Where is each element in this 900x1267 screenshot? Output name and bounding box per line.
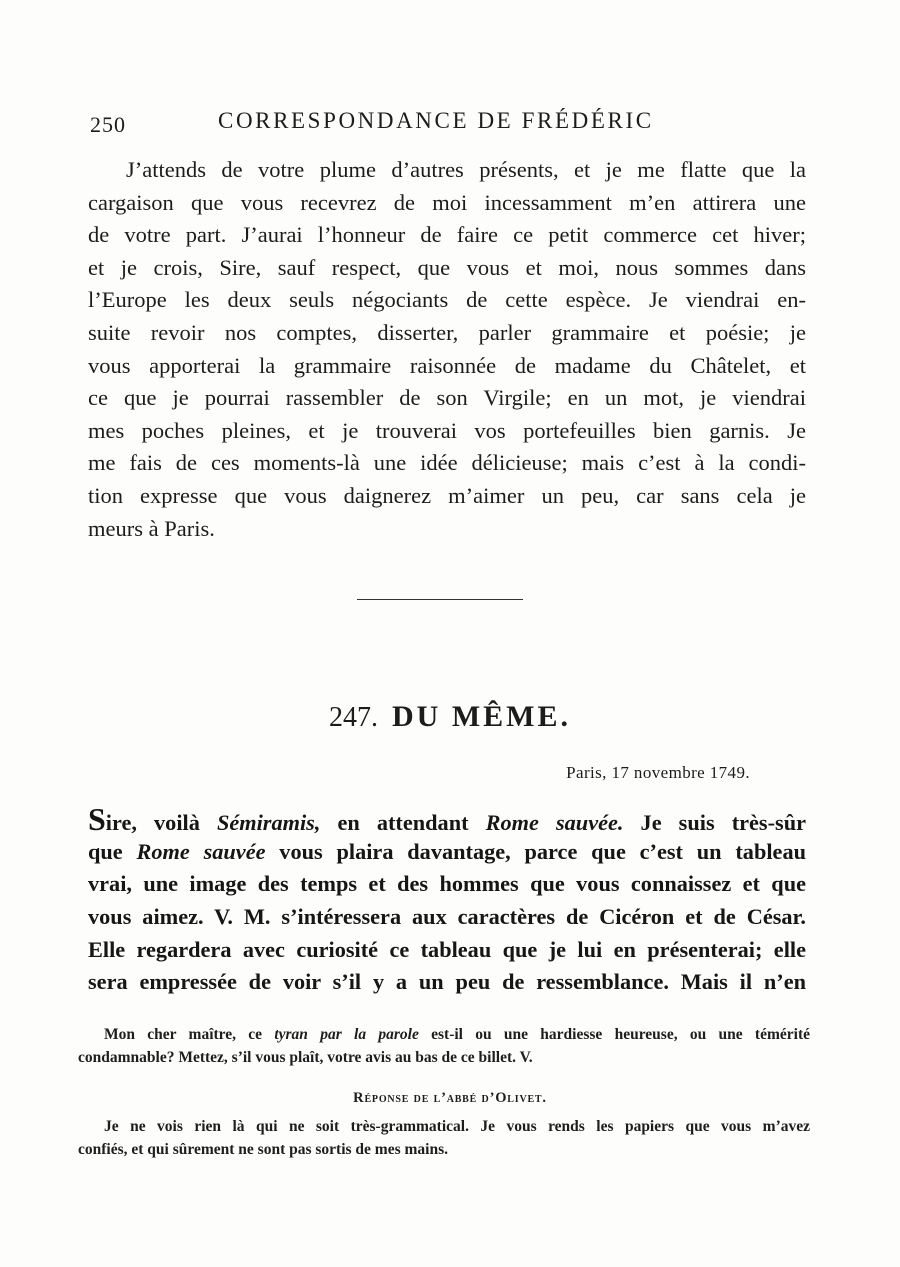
top-paragraph xyxy=(88,154,806,545)
paragraph-line: suite revoir nos comptes, disserter, parler grammaire et poésie; je xyxy=(88,319,806,345)
text-run: que xyxy=(88,838,137,864)
italic-title: Rome sauvée. xyxy=(485,810,624,835)
text-run: en attendant xyxy=(320,810,486,835)
letter-heading xyxy=(0,700,900,734)
italic-title: Sémiramis, xyxy=(216,810,321,835)
drop-cap: S xyxy=(88,801,106,837)
text-run: ire, voilà xyxy=(105,810,217,835)
paragraph-line: J’attends de votre plume d’autres présents, et je me flatte que la xyxy=(126,157,806,182)
paragraph-line: tion expresse que vous daignerez m’aimer un peu, car sans cela je xyxy=(88,482,806,508)
paragraph-line: ce que je pourrai rassembler de son Virgile; en un mot, je viendrai xyxy=(88,385,806,411)
paragraph-line: vous apporterai la grammaire raisonnée de madame du Châtelet, et xyxy=(88,352,806,378)
letter-line: sera empressée de voir s’il y a un peu de ressemblance. Mais il n’en xyxy=(88,969,806,995)
paragraph-line: meurs à Paris. xyxy=(88,515,215,541)
paragraph-line: de votre part. J’aurai l’honneur de faire ce petit commerce cet hiver; xyxy=(88,222,806,248)
letter-line: vrai, une image des temps et des hommes que vous connaissez et que xyxy=(88,871,806,897)
letter-line: Elle regardera avec curiosité ce tableau que je lui en présenterai; elle xyxy=(88,936,806,962)
letter-line xyxy=(88,836,806,869)
footnote-line: condamnable? Mettez, s’il vous plaît, votre avis au bas de ce billet. V. xyxy=(78,1049,533,1066)
footnote-line xyxy=(78,1023,810,1046)
page-number: 250 xyxy=(90,112,126,137)
paragraph-line: et je crois, Sire, sauf respect, que vous et moi, nous sommes dans xyxy=(88,254,806,280)
letter-line: vous aimez. V. M. s’intéressera aux caractères de Cicéron et de César. xyxy=(88,904,806,930)
text-run: est-il ou une hardiesse heureuse, ou une témérité xyxy=(418,1026,810,1043)
letter-dateline: Paris, 17 novembre 1749. xyxy=(566,763,750,782)
reply-text xyxy=(78,1115,810,1161)
letter-line xyxy=(88,803,806,836)
italic-phrase: tyran par la parole xyxy=(274,1026,419,1043)
footnote xyxy=(78,1023,810,1069)
paragraph-line: me fais de ces moments-là une idée délicieuse; mais c’est à la condi- xyxy=(88,450,806,476)
reply-heading: Réponse de l’abbé d’Olivet. xyxy=(353,1090,547,1106)
text-run: vous plaira davantage, parce que c’est un tableau xyxy=(265,838,806,864)
reply-line: Je ne vois rien là qui ne soit très-grammatical. Je vous rends les papiers que vous m’avez xyxy=(104,1118,810,1135)
running-head xyxy=(0,108,900,138)
paragraph-line: mes poches pleines, et je trouverai vos portefeuilles bien garnis. Je xyxy=(88,417,806,443)
letter-body xyxy=(88,803,806,999)
paragraph-line: cargaison que vous recevrez de moi incessamment m’en attirera une xyxy=(88,189,806,215)
running-title: CORRESPONDANCE DE FRÉDÉRIC xyxy=(218,108,654,133)
letter-number: 247. xyxy=(329,702,378,733)
italic-title: Rome sauvée xyxy=(136,838,266,864)
text-run: Mon cher maître, ce xyxy=(104,1026,275,1043)
section-separator-rule xyxy=(357,599,523,600)
text-run: Je suis très-sûr xyxy=(623,810,806,835)
reply-line: confiés, et qui sûrement ne sont pas sortis de mes mains. xyxy=(78,1141,448,1158)
letter-title: DU MÊME. xyxy=(392,700,571,733)
paragraph-line: l’Europe les deux seuls négociants de cette espèce. Je viendrai en- xyxy=(88,287,806,313)
